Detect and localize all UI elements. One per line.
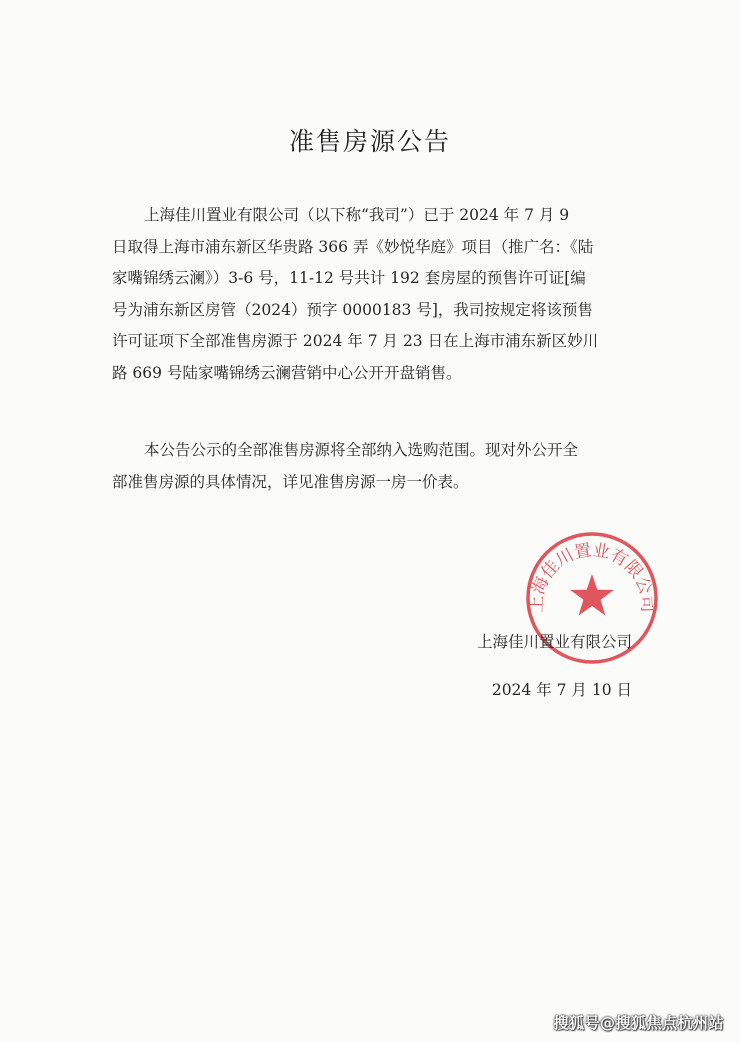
paragraph-line: 上海佳川置业有限公司（以下称“我司”）已于 2024 年 7 月 9 xyxy=(144,206,570,224)
signature-company: 上海佳川置业有限公司 xyxy=(476,633,632,651)
seal-star-icon xyxy=(570,574,614,616)
seal-text: 上海佳川置业有限公司 xyxy=(526,540,658,613)
paragraph-line: 部准售房源的具体情况，详见准售房源一房一价表。 xyxy=(112,472,469,491)
paragraph-line: 家嘴锦绣云澜》）3-6 号，11-12 号共计 192 套房屋的预售许可证[编 xyxy=(112,269,586,287)
paragraph-line: 路 669 号陆家嘴锦绣云澜营销中心公开开盘销售。 xyxy=(112,363,462,382)
notice-paragraph-1 xyxy=(112,200,634,389)
notice-title: 准售房源公告 xyxy=(288,127,451,156)
signature-block xyxy=(452,626,632,706)
paragraph-line: 许可证项下全部准售房源于 2024 年 7 月 23 日在上海市浦东新区妙川 xyxy=(112,332,599,350)
paragraph-line: 本公告公示的全部准售房源将全部纳入选购范围。现对外公开全 xyxy=(144,441,579,459)
paragraph-line: 号为浦东新区房管（2024）预字 0000183 号]，我司按规定将该预售 xyxy=(112,300,593,319)
source-watermark: 搜狐号@搜狐焦点杭州站 xyxy=(553,1014,724,1032)
signature-date: 2024 年 7 月 10 日 xyxy=(491,681,632,699)
notice-paragraph-2 xyxy=(112,435,634,498)
paragraph-line: 日取得上海市浦东新区华贵路 366 弄《妙悦华庭》项目（推广名：《陆 xyxy=(112,237,594,256)
